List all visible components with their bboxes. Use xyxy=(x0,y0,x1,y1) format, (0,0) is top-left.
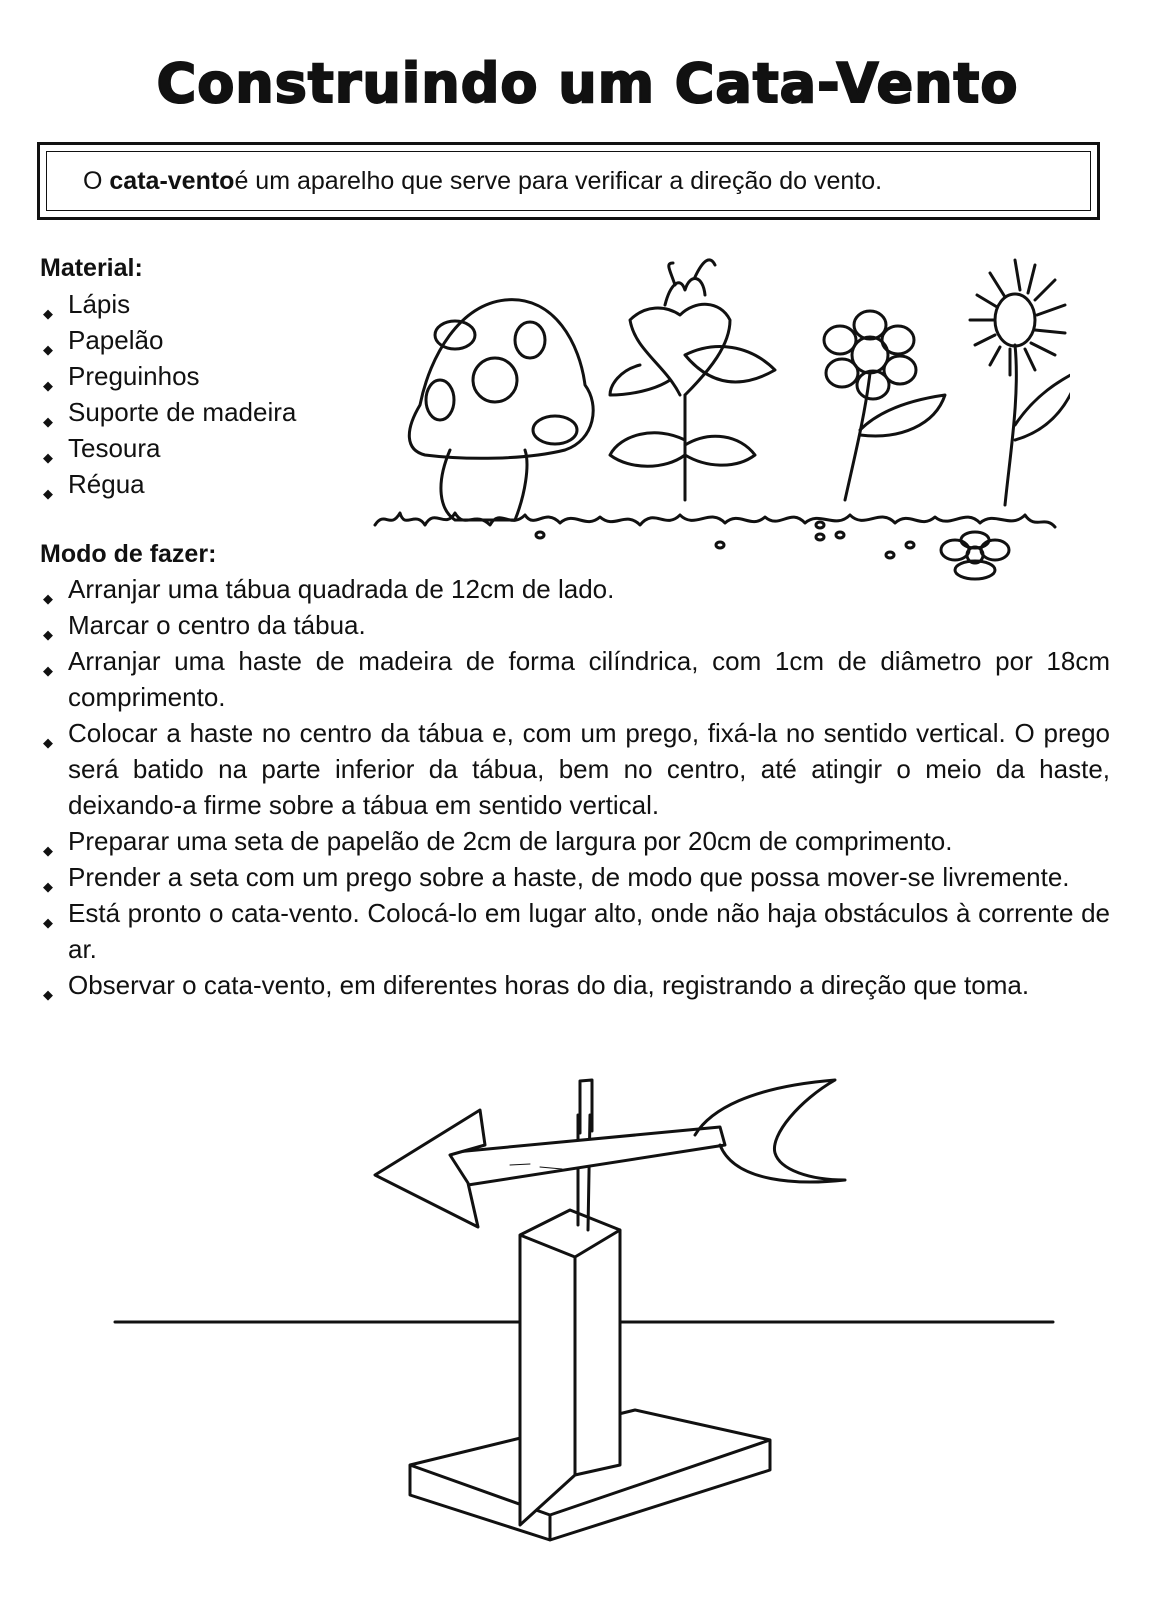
arrow-shaft xyxy=(445,1127,725,1187)
intro-text xyxy=(46,151,1091,211)
list-item: ◆ Suporte de madeira xyxy=(40,394,296,430)
garden-illustration xyxy=(365,245,1070,595)
intro-prefix: O xyxy=(83,166,103,195)
list-item: ◆ Régua xyxy=(40,466,296,502)
list-item: ◆ Tesoura xyxy=(40,430,296,466)
list-item: ◆ Prender a seta com um prego sobre a haste, de modo que possa mover-se livremente. xyxy=(40,859,1110,895)
list-item: ◆ Papelão xyxy=(40,322,296,358)
list-item: ◆ Está pronto o cata-vento. Colocá-lo em lugar alto, onde não haja obstáculos à corrente de ar. xyxy=(40,895,1110,967)
steps-list xyxy=(40,571,1110,1003)
list-item: ◆ Marcar o centro da tábua. xyxy=(40,607,1110,643)
material-list xyxy=(40,286,296,502)
intro-term: cata-vento xyxy=(109,166,235,195)
weather-vane-illustration xyxy=(110,1075,1070,1545)
intro-box xyxy=(37,142,1100,220)
page-title: Construindo um Cata-Vento xyxy=(156,52,1019,115)
intro-rest: é um aparelho que serve para verificar a direção do vento. xyxy=(234,166,883,195)
list-item: ◆ Arranjar uma tábua quadrada de 12cm de lado. xyxy=(40,571,1110,607)
material-heading: Material: xyxy=(40,254,143,282)
post xyxy=(520,1210,620,1525)
list-item: ◆ Colocar a haste no centro da tábua e, com um prego, fixá-la no sentido vertical. O prego será batido na parte inferior da tábua, bem no centro, até atingir o meio da haste, deixando-a firme sobre a tábua em sentido vertical. xyxy=(40,715,1110,823)
list-item: ◆ Preparar uma seta de papelão de 2cm de largura por 20cm de comprimento. xyxy=(40,823,1110,859)
list-item: ◆ Preguinhos xyxy=(40,358,296,394)
list-item: ◆ Lápis xyxy=(40,286,296,322)
grass-icon xyxy=(375,513,1055,527)
mushroom-icon xyxy=(409,300,593,520)
tulip-icon xyxy=(610,260,775,500)
list-item: ◆ Observar o cata-vento, em diferentes horas do dia, registrando a direção que toma. xyxy=(40,967,1110,1003)
sunflower-icon xyxy=(970,260,1070,505)
list-item: ◆ Arranjar uma haste de madeira de forma cilíndrica, com 1cm de diâmetro por 18cm comprimento. xyxy=(40,643,1110,715)
daisy-icon xyxy=(824,311,945,500)
modo-heading: Modo de fazer: xyxy=(40,540,217,568)
